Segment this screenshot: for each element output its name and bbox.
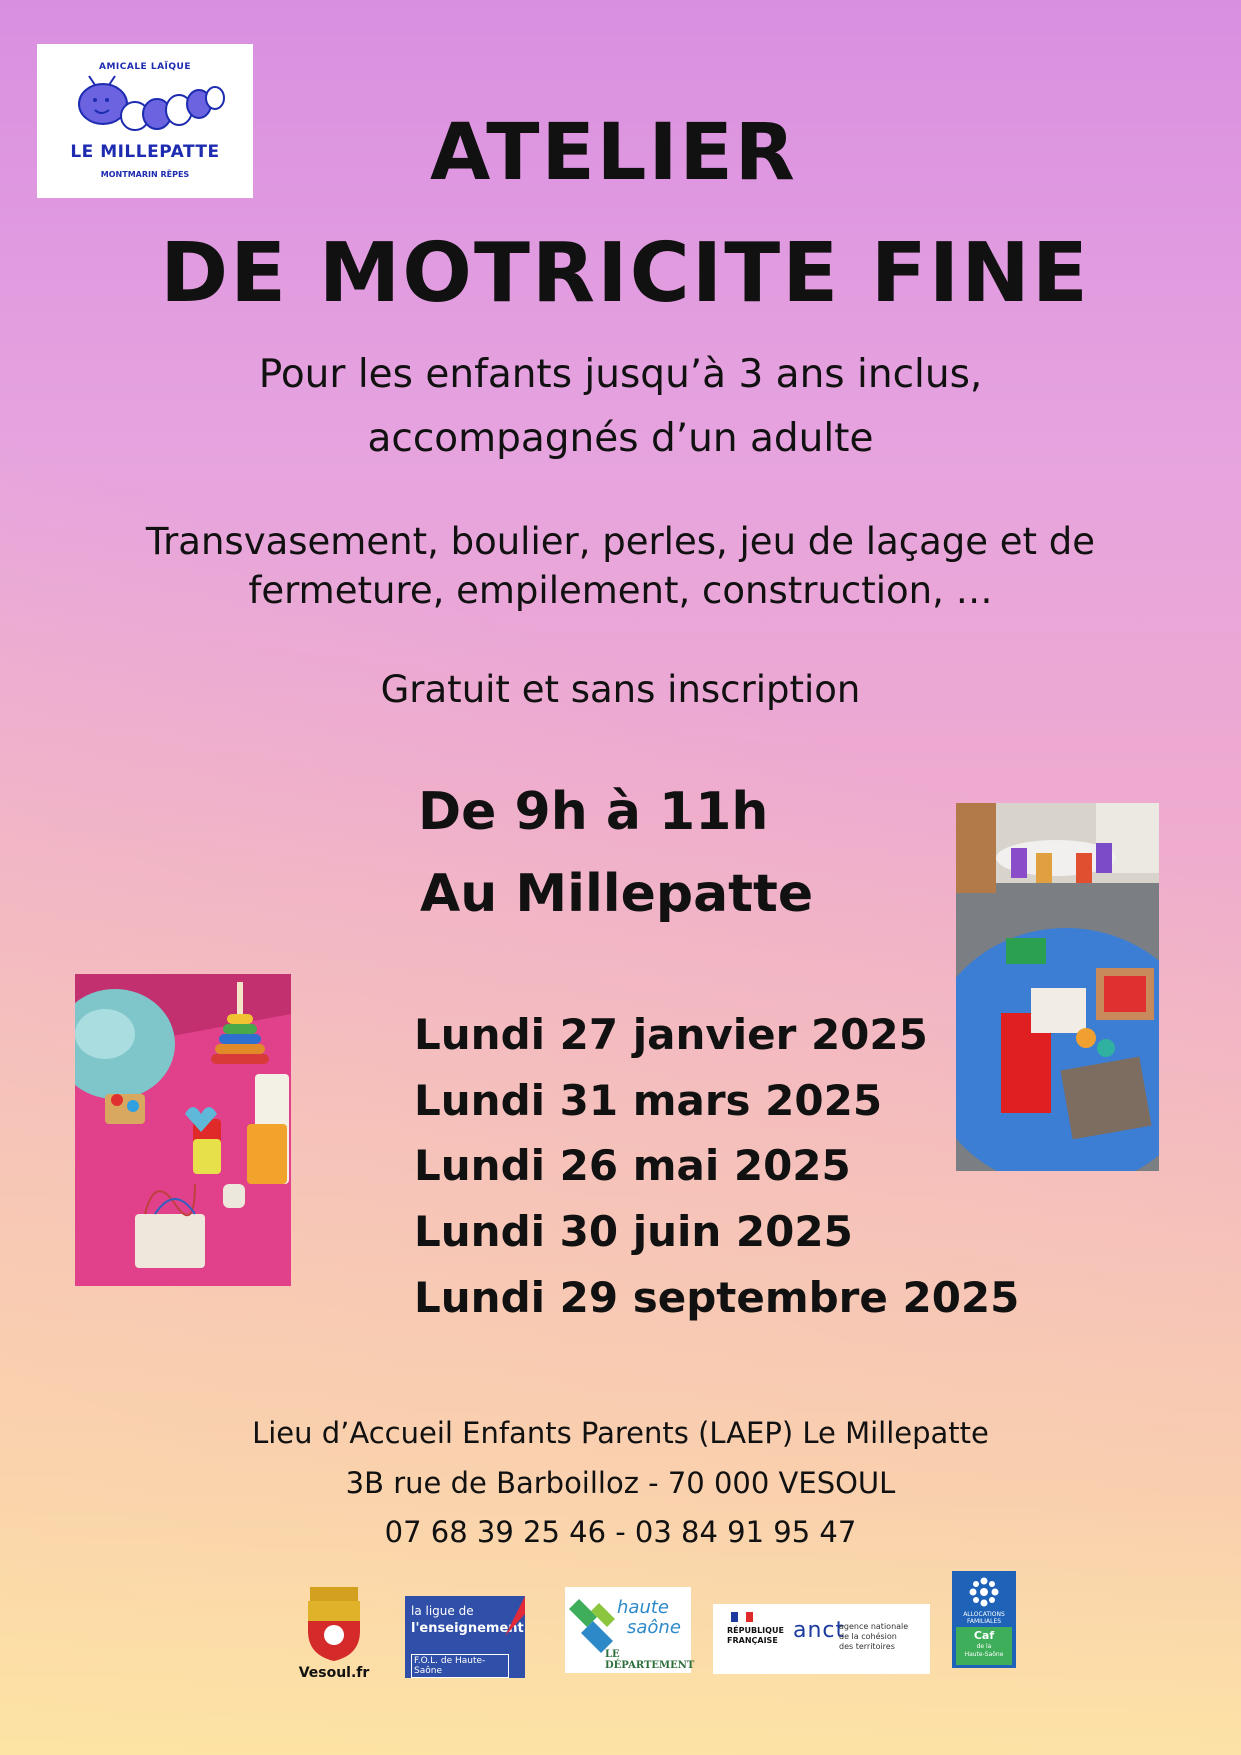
room-photo-right-image	[956, 803, 1159, 1171]
haute-line-2: saône	[627, 1617, 681, 1638]
anct-line-2: de la cohésion	[839, 1632, 897, 1641]
ligue-red-arrow-icon	[503, 1596, 525, 1636]
date-item: Lundi 30 juin 2025	[414, 1207, 853, 1256]
schedule-place: Au Millepatte	[420, 864, 814, 924]
room-photo-right	[956, 803, 1159, 1171]
french-flag-icon	[731, 1612, 753, 1622]
caf-line-2: FAMILIALES	[966, 1618, 1002, 1625]
schedule-time: De 9h à 11h	[418, 782, 769, 842]
logo-name: LE MILLEPATTE	[70, 142, 220, 162]
venue-address: 3B rue de Barboilloz - 70 000 VESOUL	[345, 1466, 896, 1500]
anct-line-1: agence nationale	[839, 1622, 909, 1631]
date-item: Lundi 29 septembre 2025	[414, 1273, 1020, 1322]
venue-name: Lieu d’Accueil Enfants Parents (LAEP) Le Millepatte	[252, 1416, 989, 1450]
toys-photo-left-image	[75, 974, 291, 1286]
date-item: Lundi 31 mars 2025	[414, 1076, 883, 1125]
republique-line-2: FRANÇAISE	[727, 1636, 778, 1645]
venue-phones: 07 68 39 25 46 - 03 84 91 95 47	[384, 1515, 857, 1549]
millepatte-logo	[37, 44, 253, 198]
republique-line-1: RÉPUBLIQUE	[727, 1626, 784, 1635]
haute-line-1: haute	[617, 1597, 669, 1618]
vesoul-crest-icon	[298, 1585, 370, 1663]
anct-wordmark: anct	[793, 1618, 846, 1643]
audience-line-1: Pour les enfants jusqu’à 3 ans inclus,	[258, 352, 983, 397]
vesoul-label: Vesoul.fr	[298, 1665, 370, 1681]
caf-line-4: de la	[976, 1643, 992, 1650]
ligue-enseignement-logo	[405, 1596, 525, 1678]
toys-photo-left	[75, 974, 291, 1286]
date-item: Lundi 27 janvier 2025	[414, 1010, 928, 1059]
anct-line-3: des territoires	[839, 1642, 895, 1651]
audience-line-2: accompagnés d’un adulte	[367, 416, 874, 461]
caterpillar-icon	[75, 74, 225, 144]
title-line-1: ATELIER	[430, 108, 797, 198]
ligue-line-2: l'enseignement	[411, 1621, 524, 1636]
logo-top-text: AMICALE LAÏQUE	[98, 62, 191, 72]
date-item: Lundi 26 mai 2025	[414, 1141, 851, 1190]
caf-line-1: ALLOCATIONS	[963, 1611, 1005, 1618]
caf-snowflake-icon	[969, 1577, 999, 1607]
caf-logo	[952, 1571, 1016, 1668]
price-info: Gratuit et sans inscription	[380, 668, 861, 711]
caf-line-3: Caf	[973, 1629, 995, 1642]
logo-bottom-text: MONTMARIN RÊPES	[100, 170, 190, 179]
anct-logo	[713, 1604, 930, 1674]
caf-line-5: Haute-Saône	[964, 1651, 1004, 1658]
haute-line-3: LE DÉPARTEMENT	[605, 1649, 695, 1671]
vesoul-logo	[298, 1585, 370, 1685]
activities-line-2: fermeture, empilement, construction, …	[248, 569, 993, 612]
ligue-line-3: F.O.L. de Haute-Saône	[411, 1654, 509, 1678]
title-line-2: DE MOTRICITE FINE	[160, 226, 1090, 321]
ligue-line-1: la ligue de	[411, 1604, 474, 1618]
haute-saone-logo	[565, 1587, 695, 1673]
activities-line-1: Transvasement, boulier, perles, jeu de laçage et de	[145, 520, 1096, 563]
